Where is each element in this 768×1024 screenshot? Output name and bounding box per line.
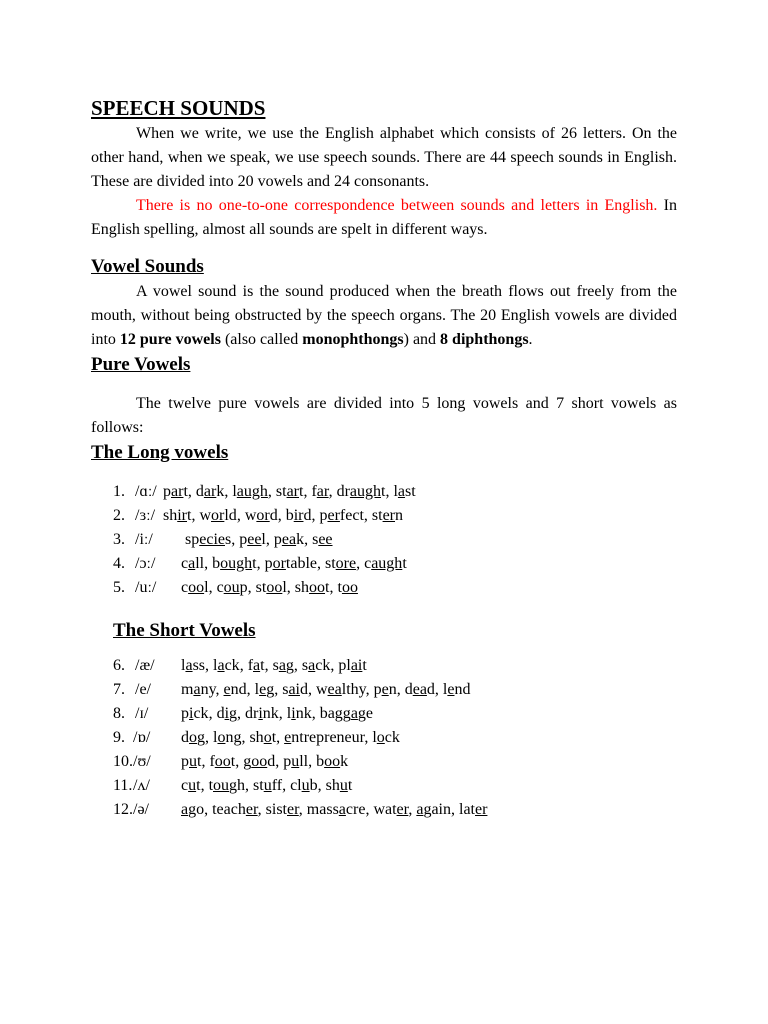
- vowel-list-item: [91, 528, 677, 552]
- underlined-sound: ai: [350, 657, 363, 674]
- underlined-sound: a: [416, 801, 424, 818]
- underlined-sound: er: [396, 801, 409, 818]
- example-word: dog: [181, 729, 205, 746]
- example-word: pen: [373, 681, 397, 698]
- vowel-list-item: [91, 774, 677, 798]
- item-number: 5.: [113, 579, 125, 596]
- vowel-list-item: [91, 798, 677, 822]
- example-word: long: [213, 729, 242, 746]
- example-word: cool: [181, 579, 209, 596]
- intro-paragraph-1: When we write, we use the English alphabet which consists of 26 letters. On the other hand, when we speak, we use speech sounds. There are 44 speech sounds in English. These are divided into 20 vowels and 24 consonants.: [91, 125, 677, 190]
- underlined-sound: u: [291, 753, 300, 770]
- item-number: 11.: [113, 777, 133, 794]
- underlined-sound: a: [278, 657, 286, 674]
- underlined-sound: ough: [220, 555, 253, 572]
- underlined-sound: a: [185, 657, 193, 674]
- underlined-sound: ou: [213, 777, 230, 794]
- example-word: book: [316, 753, 349, 770]
- example-word: massacre: [306, 801, 366, 818]
- vowel-sounds-heading: Vowel Sounds: [91, 256, 204, 277]
- underlined-sound: augh: [371, 555, 403, 572]
- example-words: many, end, leg, said, wealthy, pen, dead, lend: [181, 681, 471, 698]
- underlined-sound: i: [258, 705, 263, 722]
- vowel-list-item: [91, 702, 677, 726]
- vowel-text-a: A vowel sound is the sound produced when the breath flows out freely from the mouth, without being obstructed by the speech organs. The 20 English vowels are divided into: [91, 283, 677, 348]
- example-word: cut: [181, 777, 201, 794]
- underlined-sound: a: [188, 555, 196, 572]
- vowel-text-b: (also called: [220, 331, 303, 348]
- example-word: too: [337, 579, 358, 596]
- example-word: peel: [239, 531, 266, 548]
- underlined-sound: u: [339, 777, 348, 794]
- underlined-sound: e: [447, 681, 455, 698]
- vowel-list-item: [91, 678, 677, 702]
- underlined-sound: u: [263, 777, 272, 794]
- example-word: foot: [209, 753, 236, 770]
- phonetic-symbol: /ə/: [133, 801, 149, 818]
- example-words: dog, long, shot, entrepreneur, lock: [181, 729, 400, 746]
- underlined-sound: i: [189, 705, 194, 722]
- example-word: later: [459, 801, 488, 818]
- example-word: portable: [264, 555, 317, 572]
- item-number: 9.: [113, 729, 125, 746]
- pure-vowels-heading: Pure Vowels: [91, 354, 191, 375]
- example-word: wealthy: [315, 681, 366, 698]
- underlined-sound: or: [256, 507, 270, 524]
- underlined-sound: e: [381, 681, 389, 698]
- underlined-sound: a: [350, 705, 358, 722]
- example-words: cool, coup, stool, shoot, too: [181, 579, 358, 596]
- example-word: dig: [216, 705, 238, 722]
- underlined-sound: ore: [335, 555, 357, 572]
- phonetic-symbol: /iː/: [135, 531, 153, 548]
- example-word: call: [181, 555, 205, 572]
- example-word: peak: [273, 531, 305, 548]
- underlined-sound: or: [211, 507, 225, 524]
- example-words: lass, lack, fat, sag, sack, plait: [181, 657, 367, 674]
- underlined-sound: or: [272, 555, 286, 572]
- underlined-sound: er: [245, 801, 258, 818]
- example-word: shoot: [294, 579, 330, 596]
- example-word: teacher: [212, 801, 258, 818]
- item-number: 2.: [113, 507, 125, 524]
- example-word: caught: [364, 555, 407, 572]
- example-word: last: [393, 483, 416, 500]
- underlined-sound: ai: [288, 681, 300, 698]
- item-number: 10.: [113, 753, 133, 770]
- example-word: bird: [285, 507, 312, 524]
- underlined-sound: ee: [247, 531, 262, 548]
- example-word: again: [416, 801, 451, 818]
- example-word: stern: [371, 507, 404, 524]
- underlined-sound: ou: [223, 579, 240, 596]
- example-word: stuff: [253, 777, 283, 794]
- example-word: sister: [265, 801, 299, 818]
- phonetic-symbol: /ɒ/: [133, 729, 151, 746]
- phonetic-symbol: /uː/: [135, 579, 157, 596]
- example-word: fat: [247, 657, 265, 674]
- example-word: lass: [181, 657, 206, 674]
- example-word: shirt: [163, 507, 192, 524]
- underlined-sound: ea: [412, 681, 427, 698]
- underlined-sound: u: [301, 777, 310, 794]
- phonetic-symbol: /ɑː/: [135, 483, 157, 500]
- underlined-sound: e: [284, 729, 292, 746]
- vowel-list-item: [91, 654, 677, 678]
- underlined-sound: augh: [236, 483, 268, 500]
- underlined-sound: o: [263, 729, 272, 746]
- pure-vowels-paragraph: The twelve pure vowels are divided into 5 long vowels and 7 short vowels as follows:: [91, 395, 677, 436]
- phonetic-symbol: /ɔː/: [135, 555, 156, 572]
- phonetic-symbol: /e/: [135, 681, 151, 698]
- short-vowels-heading: The Short Vowels: [113, 620, 256, 641]
- example-words: put, foot, good, pull, book: [181, 753, 349, 770]
- underlined-sound: a: [338, 801, 346, 818]
- example-word: lack: [213, 657, 240, 674]
- underlined-sound: ea: [327, 681, 342, 698]
- bold-monophthongs: monophthongs: [302, 331, 404, 348]
- example-words: ago, teacher, sister, massacre, water, again, later: [181, 801, 488, 818]
- item-number: 7.: [113, 681, 125, 698]
- example-words: part, dark, laugh, start, far, draught, last: [163, 483, 416, 500]
- example-word: plait: [338, 657, 367, 674]
- example-word: tough: [208, 777, 246, 794]
- underlined-sound: a: [193, 681, 201, 698]
- intro-paragraph-2-rest: In English spelling, almost all sounds are spelt in different ways.: [91, 197, 677, 238]
- underlined-sound: er: [475, 801, 488, 818]
- page-title: SPEECH SOUNDS: [91, 96, 266, 120]
- vowel-list-item: [91, 576, 677, 600]
- item-number: 4.: [113, 555, 125, 572]
- item-number: 8.: [113, 705, 125, 722]
- phonetic-symbol: /ʌ/: [133, 777, 150, 794]
- example-word: drink: [245, 705, 279, 722]
- underlined-sound: ee: [318, 531, 333, 548]
- underlined-sound: a: [181, 801, 189, 818]
- example-word: start: [275, 483, 304, 500]
- example-word: store: [324, 555, 357, 572]
- underlined-sound: ar: [316, 483, 329, 500]
- underlined-sound: a: [253, 657, 261, 674]
- example-word: word: [244, 507, 278, 524]
- example-word: coup: [216, 579, 248, 596]
- example-word: far: [311, 483, 329, 500]
- example-words: shirt, world, word, bird, perfect, stern: [163, 507, 404, 524]
- underlined-sound: ir: [177, 507, 188, 524]
- vowel-list-item: [91, 552, 677, 576]
- underlined-sound: u: [189, 753, 197, 770]
- example-word: baggage: [319, 705, 374, 722]
- underlined-sound: er: [287, 801, 299, 818]
- example-word: shot: [249, 729, 277, 746]
- example-word: dead: [404, 681, 435, 698]
- underlined-sound: er: [382, 507, 396, 524]
- example-word: entrepreneur: [284, 729, 365, 746]
- example-word: ago: [181, 801, 205, 818]
- underlined-sound: i: [224, 705, 230, 722]
- underlined-sound: ar: [286, 483, 299, 500]
- example-word: shut: [325, 777, 353, 794]
- example-word: laugh: [232, 483, 268, 500]
- example-word: species: [185, 531, 232, 548]
- underlined-sound: a: [217, 657, 225, 674]
- underlined-sound: ecie: [199, 531, 225, 548]
- phonetic-symbol: /æ/: [135, 657, 155, 674]
- example-words: pick, dig, drink, link, baggage: [181, 705, 374, 722]
- vowel-sounds-paragraph: [91, 280, 677, 352]
- example-word: dark: [195, 483, 225, 500]
- underlined-sound: ar: [171, 483, 184, 500]
- vowel-list-item: [91, 504, 677, 528]
- underlined-sound: oo: [188, 579, 205, 596]
- underlined-sound: er: [327, 507, 340, 524]
- underlined-sound: oo: [309, 579, 326, 596]
- underlined-sound: oo: [266, 579, 283, 596]
- example-word: lock: [372, 729, 400, 746]
- red-highlight-text: There is no one-to-one correspondence between sounds and letters in English.: [136, 197, 658, 214]
- item-number: 6.: [113, 657, 125, 674]
- example-word: draught: [336, 483, 386, 500]
- example-word: world: [199, 507, 237, 524]
- vowel-text-d: .: [528, 331, 533, 348]
- intro-paragraph-2: [91, 194, 677, 242]
- example-word: end: [223, 681, 247, 698]
- example-word: sack: [301, 657, 331, 674]
- underlined-sound: oo: [214, 753, 231, 770]
- example-word: stool: [255, 579, 287, 596]
- underlined-sound: augh: [349, 483, 382, 500]
- example-word: water: [373, 801, 409, 818]
- example-word: see: [312, 531, 333, 548]
- long-vowels-heading: The Long vowels: [91, 442, 229, 463]
- underlined-sound: a: [308, 657, 316, 674]
- vowel-list-item: [91, 480, 677, 504]
- underlined-sound: o: [376, 729, 385, 746]
- vowel-list-item: [91, 726, 677, 750]
- underlined-sound: i: [291, 705, 296, 722]
- example-word: many: [181, 681, 216, 698]
- example-word: bought: [212, 555, 257, 572]
- example-word: part: [163, 483, 188, 500]
- underlined-sound: ir: [293, 507, 304, 524]
- underlined-sound: oo: [341, 579, 358, 596]
- vowel-text-c: ) and: [403, 331, 441, 348]
- example-word: pick: [181, 705, 209, 722]
- underlined-sound: u: [188, 777, 197, 794]
- example-word: link: [286, 705, 312, 722]
- phonetic-symbol: /ɪ/: [135, 705, 149, 722]
- document-page: [91, 94, 677, 822]
- underlined-sound: oo: [324, 753, 341, 770]
- item-number: 12.: [113, 801, 133, 818]
- bold-pure-vowels: 12 pure vowels: [119, 331, 221, 348]
- example-word: said: [282, 681, 308, 698]
- underlined-sound: a: [397, 483, 406, 500]
- example-word: put: [181, 753, 202, 770]
- example-words: species, peel, peak, see: [185, 531, 333, 548]
- bold-diphthongs: 8 diphthongs: [440, 331, 529, 348]
- example-word: perfect: [319, 507, 364, 524]
- example-words: cut, tough, stuff, club, shut: [181, 777, 353, 794]
- example-words: call, bought, portable, store, caught: [181, 555, 407, 572]
- underlined-sound: oo: [251, 753, 268, 770]
- example-word: sag: [272, 657, 294, 674]
- underlined-sound: e: [259, 681, 267, 698]
- underlined-sound: o: [189, 729, 197, 746]
- item-number: 1.: [113, 483, 125, 500]
- underlined-sound: e: [223, 681, 231, 698]
- example-word: club: [290, 777, 318, 794]
- underlined-sound: ea: [281, 531, 297, 548]
- example-word: pull: [283, 753, 309, 770]
- phonetic-symbol: /ʊ/: [133, 753, 151, 770]
- long-vowels-list: [91, 480, 677, 600]
- item-number: 3.: [113, 531, 125, 548]
- vowel-list-item: [91, 750, 677, 774]
- underlined-sound: o: [217, 729, 226, 746]
- underlined-sound: ar: [203, 483, 217, 500]
- phonetic-symbol: /ɜː/: [135, 507, 156, 524]
- example-word: lend: [442, 681, 471, 698]
- example-word: leg: [254, 681, 275, 698]
- short-vowels-list: [91, 654, 677, 822]
- example-word: good: [243, 753, 276, 770]
